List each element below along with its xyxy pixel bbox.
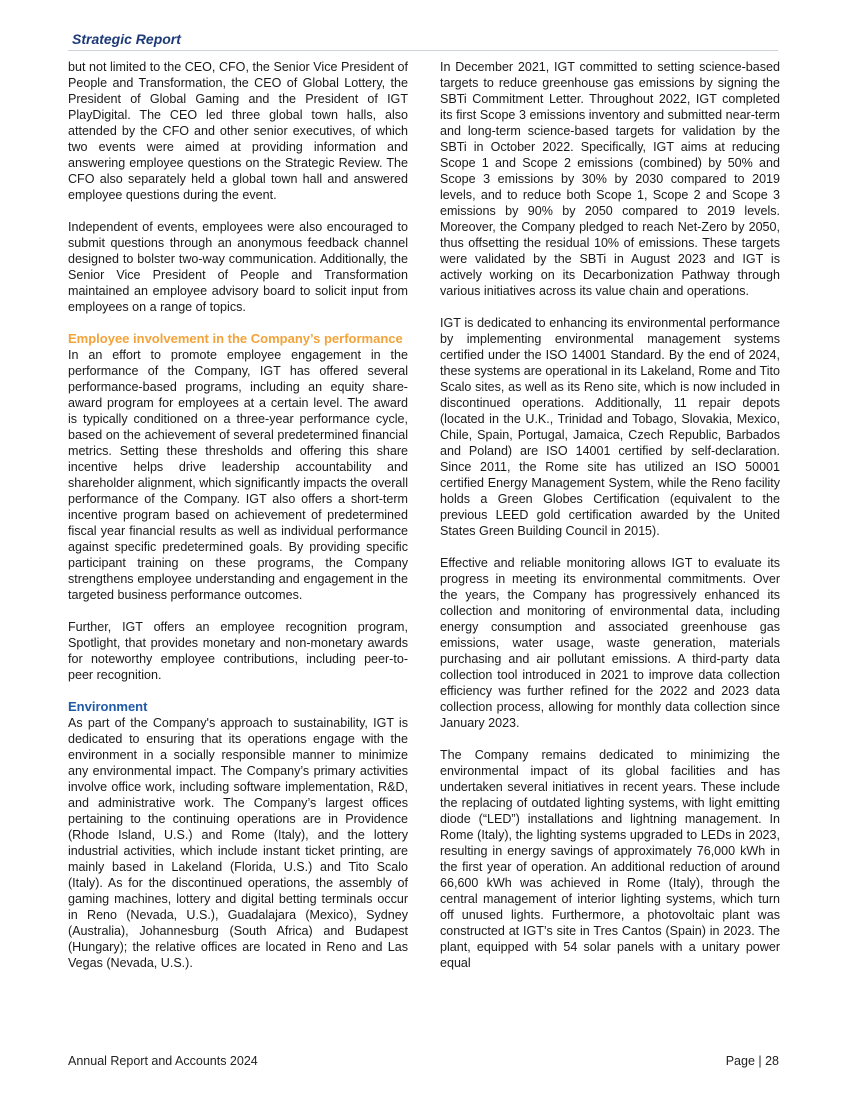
paragraph-feedback-channel: Independent of events, employees were also encouraged to submit questions through an anonymous feedback channel designed to bolster two-way communication. Additionally, the Senior Vice President of People and Transformation maintained an employee advisory board to solicit input from employees on a range of topics. bbox=[68, 220, 408, 314]
paragraph-operations: As part of the Company's approach to sustainability, IGT is dedicated to ensuring that its operations engage with the environment in a socially responsible manner to minimize any environmental impact. The Company’s primary activities involve office work, including software implementation, R&D, and administrative work. The Company’s largest offices pertaining to the continuing operations are in Providence (Rhode Island, U.S.) and Rome (Italy), and the lottery industrial activities, which include instant ticket printing, are mainly based in Lakeland (Florida, U.S.) and Tito Scalo (Italy). As for the discontinued operations, the assembly of gaming machines, lottery and digital betting terminals occur in Reno (Nevada, U.S.), Guadalajara (Mexico), Sydney (Australia), Johannesburg (South Africa) and Budapest (Hungary); the relative offices are located in Reno and Las Vegas (Nevada, U.S.). bbox=[68, 716, 408, 970]
paragraph-iso14001: IGT is dedicated to enhancing its environmental performance by implementing environmental management systems certified under the ISO 14001 Standard. By the end of 2024, these systems are operational in its Lakeland, Rome and Tito Scalo sites, as well as its Reno site, which is now included in discontinued operations. Additionally, 11 repair depots (located in the U.K., Trinidad and Tobago, Slovakia, Mexico, Chile, Spain, Portugal, Jamaica, Czech Republic, Barbados and Poland) are ISO 14001 certified by self-declaration. Since 2011, the Rome site has utilized an ISO 50001 certified Energy Management System, while the Reno facility holds a Green Globes Certification (equivalent to the previous LEED gold certification awarded by the United States Green Building Council in 2015). bbox=[440, 316, 780, 538]
paragraph-monitoring: Effective and reliable monitoring allows IGT to evaluate its progress in meeting its environmental commitments. Over the years, the Company has progressively enhanced its collection and monitoring of environmental data, including energy consumption and associated greenhouse gas emissions, water usage, waste generation, materials purchasing and air pollutant emissions. A third-party data collection tool introduced in 2021 to improve data collection efficiency was further refined for the 2022 and 2023 data collection process, allowing for monthly data collection since January 2023. bbox=[440, 556, 780, 730]
paragraph-incentive-programs: In an effort to promote employee engagement in the performance of the Company, IGT has offered several performance-based programs, including an equity share-award program for employees at a certain level. The award is typically conditioned on a three-year performance cycle, based on the achievement of several predetermined financial metrics. Setting these thresholds and offering this share incentive helps drive leadership accountability and shareholder alignment, which significantly impacts the overall performance of the Company. IGT also offers a short-term incentive program based on achievement of predetermined fiscal year financial results as well as individual performance against specific predetermined goals. By providing specific participant training on these programs, the Company strengthens employee understanding and engagement in the targeted business performance outcomes. bbox=[68, 348, 408, 602]
heading-employee-involvement: Employee involvement in the Company’s performance bbox=[68, 331, 403, 346]
paragraph-sbti: In December 2021, IGT committed to setting science-based targets to reduce greenhouse gas emissions by signing the SBTi Commitment Letter. Throughout 2022, IGT completed its first Scope 3 emissions inventory and submitted near-term and long-term science-based targets for validation by the SBTi in October 2022. Specifically, IGT aims at reducing Scope 1 and Scope 2 emissions (combined) by 50% and Scope 3 emissions by 30% by 2030 compared to 2019 levels, and to reduce both Scope 1, Scope 2 and Scope 3 emissions by 90% by 2050 compared to 2019 levels. Moreover, the Company pledged to reach Net-Zero by 2050, thus offsetting the residual 10% of emissions. These targets were validated by the SBTi in August 2023 and IGT is actively working on its Decarbonization Pathway through various initiatives across its value chain and operations. bbox=[440, 60, 780, 298]
footer-page-number: Page | 28 bbox=[725, 1054, 779, 1068]
section-title: Strategic Report bbox=[72, 31, 181, 47]
paragraph-recognition: Further, IGT offers an employee recognition program, Spotlight, that provides monetary and non-monetary awards for noteworthy employee contributions, including peer-to-peer recognition. bbox=[68, 620, 408, 682]
heading-environment: Environment bbox=[68, 699, 148, 714]
left-column bbox=[68, 59, 408, 971]
header-divider bbox=[68, 50, 778, 51]
right-column bbox=[440, 59, 780, 971]
footer-report-name: Annual Report and Accounts 2024 bbox=[68, 1054, 258, 1068]
paragraph-townhalls: but not limited to the CEO, CFO, the Senior Vice President of People and Transformation, the CEO of Global Lottery, the President of Global Gaming and the President of IGT PlayDigital. The CEO led three global town halls, also attended by the CFO and other senior executives, of which two events were aimed at providing information and answering employee questions on the Strategic Review. The CFO also separately held a global town hall and answered employee questions during the event. bbox=[68, 60, 408, 202]
paragraph-facilities: The Company remains dedicated to minimizing the environmental impact of its global facilities and has undertaken several initiatives in recent years. These include the replacing of outdated lighting systems, with light emitting diode (“LED”) installations and lightning management. In Rome (Italy), the lighting systems upgraded to LEDs in 2023, resulting in energy savings of approximately 76,000 kWh in the first year of operation. An additional reduction of around 66,600 kWh was achieved in Rome (Italy), through the central management of interior lighting systems, which turn off unused lights. Furthermore, a photovoltaic plant was constructed at IGT’s site in Tres Cantos (Spain) in 2023. The plant, equipped with 54 solar panels with a unitary power equal bbox=[440, 748, 780, 970]
